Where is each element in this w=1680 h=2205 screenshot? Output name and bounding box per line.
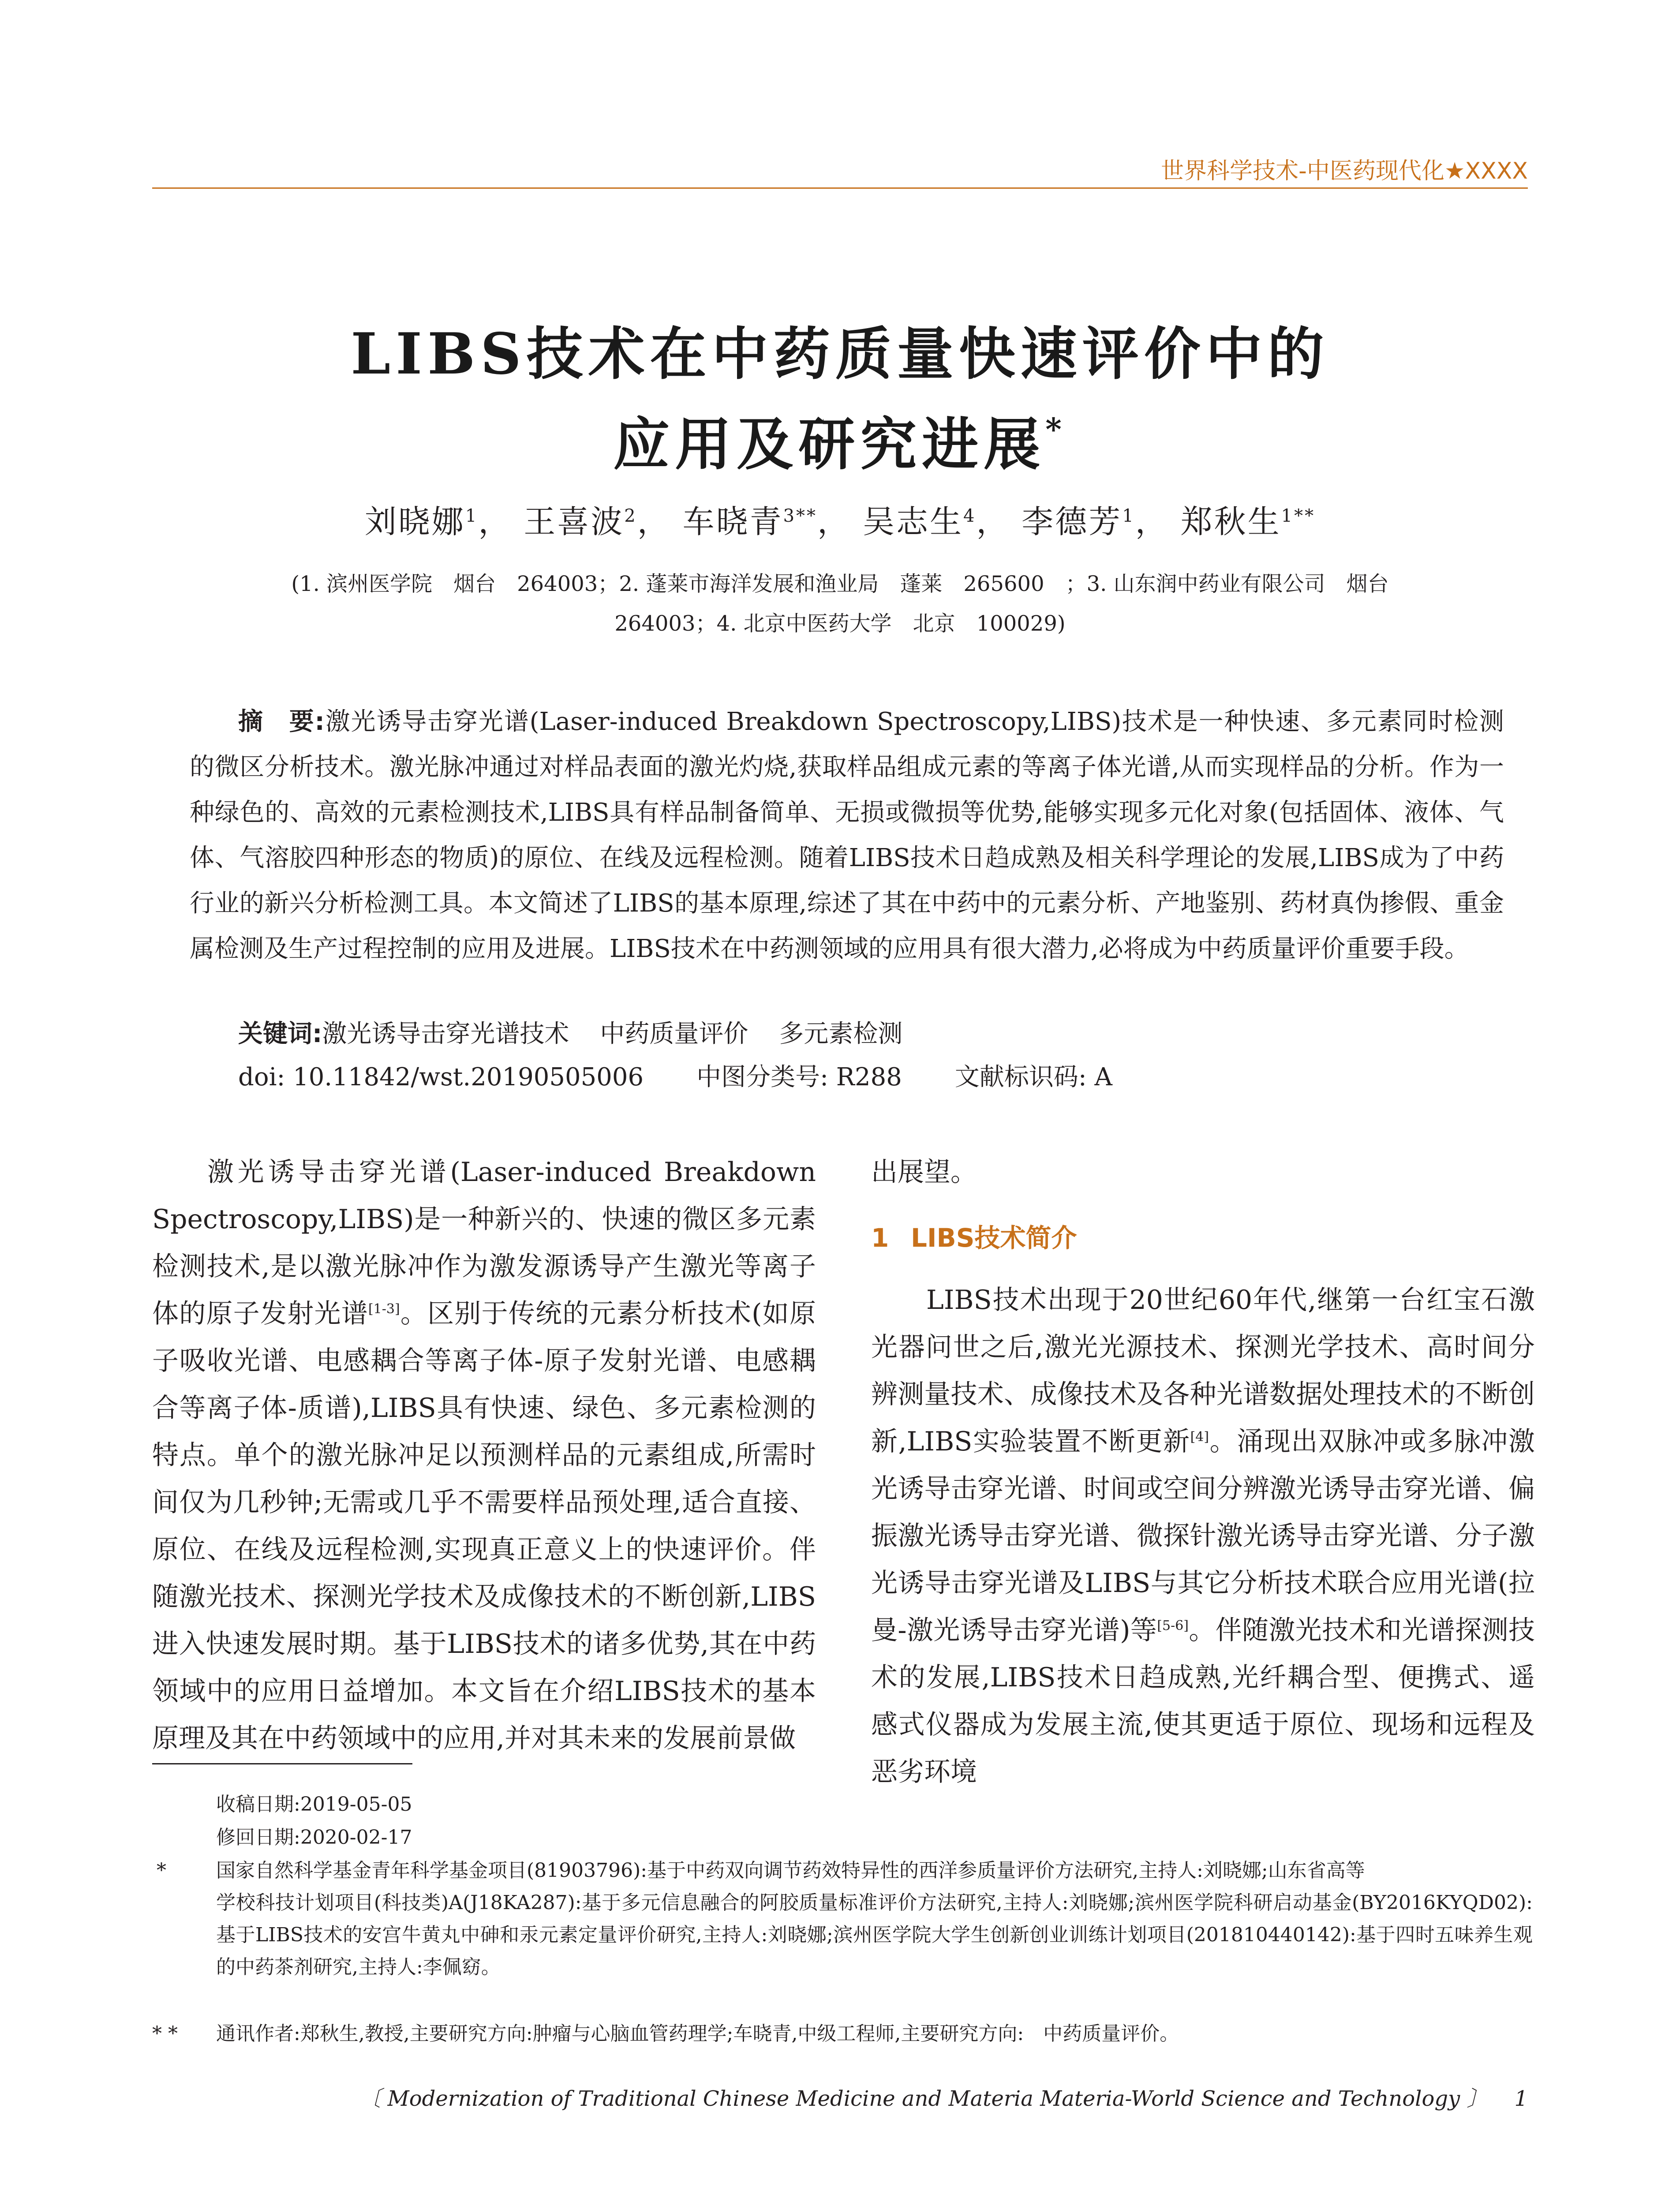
received-date: 收稿日期:2019-05-05 <box>216 1793 412 1816</box>
funding-note-continued: 学校科技计划项目(科技类)A(J18KA287):基于多元信息融合的阿胶质量标准评价方法研究,主持人:刘晓娜;滨州医学院科研启动基金(BY2016KYQD02):基于LIBS技术的安宫牛黄丸中砷和汞元素定量评价研究,主持人:刘晓娜;滨州医学院大学生创新创业训练计划项目(201810440142):基于四时五味养生观的中药茶剂研究,主持人:李佩窈。 <box>216 1891 1533 1978</box>
body-column-right <box>871 1277 1535 1796</box>
affiliations-line-1: (1. 滨州医学院 烟台 264003；2. 蓬莱市海洋发展和渔业局 蓬莱 265600 ；3. 山东润中药业有限公司 烟台 <box>291 572 1389 596</box>
clc-number: 中图分类号: R288 <box>696 1063 902 1091</box>
author-list: 刘晓娜$^1$， 王喜波$^2$， 车晓青$^{3**}$， 吴志生$^4$， 李德芳$^1$， 郑秋生$^{1**}$ <box>364 503 1316 540</box>
author-affiliation-mark: 1** <box>1281 506 1316 526</box>
author-name: 李德芳 <box>1021 503 1122 540</box>
author-name: 刘晓娜 <box>364 503 465 540</box>
keyword: 激光诱导击穿光谱技术 <box>322 1020 569 1048</box>
author-affiliation-mark: 4 <box>963 506 977 526</box>
author-affiliation-mark: 1 <box>1122 506 1135 526</box>
affiliations-line-2: 264003；4. 北京中医药大学 北京 100029) <box>614 611 1066 636</box>
corresponding-author-note: 通讯作者:郑秋生,教授,主要研究方向:肿瘤与心脑血管药理学;车晓青,中级工程师,主要研究方向: 中药质量评价。 <box>216 2022 1179 2045</box>
document-code: 文献标识码: A <box>954 1063 1112 1091</box>
journal-name: 〔 Modernization of Traditional Chinese Medicine and Materia Materia-World Science and Technology 〕 <box>359 2086 1488 2111</box>
doi: doi: 10.11842/wst.20190505006 <box>238 1063 644 1091</box>
running-footer <box>359 2082 1528 2112</box>
keyword: 多元素检测 <box>779 1020 903 1048</box>
page-number: 1 <box>1514 2086 1528 2111</box>
funding-note <box>216 1854 1533 1887</box>
section-number: 1 <box>871 1223 889 1253</box>
body-paragraph: 。伴随激光技术和光谱探测技术的发展,LIBS技术日趋成熟,光纤耦合型、便携式、遥感式仪器成为发展主流,使其更适于原位、现场和远程及恶劣环境 <box>871 1615 1535 1787</box>
citation: [4] <box>1190 1429 1209 1445</box>
revised-date: 修回日期:2020-02-17 <box>216 1826 412 1849</box>
abstract-label: 摘 要: <box>238 707 325 736</box>
author-affiliation-mark: 2 <box>624 506 637 526</box>
body-paragraph: LIBS技术出现于20世纪60年代,继第一台红宝石激光器问世之后,激光光源技术、探测光学技术、高时间分辨测量技术、成像技术及各种光谱数据处理技术的不断创新,LIBS实验装置不断更新 <box>871 1285 1535 1457</box>
keyword: 中药质量评价 <box>600 1020 748 1048</box>
author-name: 王喜波 <box>524 503 625 540</box>
body-paragraph: 。区别于传统的元素分析技术(如原子吸收光谱、电感耦合等离子体-原子发射光谱、电感耦合等离子体-质谱),LIBS具有快速、绿色、多元素检测的特点。单个的激光脉冲足以预测样品的元素组成,所需时间仅为几秒钟;无需或几乎不需要样品预处理,适合直接、原位、在线及远程检测,实现真正意义上的快速评价。伴随激光技术、探测光学技术及成像技术的不断创新,LIBS进入快速发展时期。基于LIBS技术的诸多优势,其在中药领域中的应用日益增加。本文旨在介绍LIBS技术的基本原理及其在中药领域中的应用,并对其未来的发展前景做 <box>152 1298 816 1754</box>
header-rule <box>152 187 1528 189</box>
author-name: 郑秋生 <box>1180 503 1281 540</box>
keywords-label: 关键词: <box>238 1020 322 1048</box>
citation: [5-6] <box>1157 1618 1189 1633</box>
body-column-right-continuation: 出展望。 <box>871 1157 977 1188</box>
paper-title-line-2 <box>0 399 1680 480</box>
paper-title-line-1: LIBS技术在中药质量快速评价中的 <box>351 321 1329 387</box>
citation: [1-3] <box>368 1301 400 1317</box>
author-affiliation-mark: 3** <box>783 506 818 526</box>
title-footnote-mark: * <box>1045 411 1067 448</box>
keywords <box>238 1014 902 1050</box>
body-column-left <box>152 1149 816 1762</box>
author-name: 车晓青 <box>682 503 783 540</box>
abstract-text: 激光诱导击穿光谱(Laser-induced Breakdown Spectroscopy,LIBS)技术是一种快速、多元素同时检测的微区分析技术。激光脉冲通过对样品表面的激光灼烧,获取样品组成元素的等离子体光谱,从而实现样品的分析。作为一种绿色的、高效的元素检测技术,LIBS具有样品制备简单、无损或微损等优势,能够实现多元化对象(包括固体、液体、气体、气溶胶四种形态的物质)的原位、在线及远程检测。随着LIBS技术日趋成熟及相关科学理论的发展,LIBS成为了中药行业的新兴分析检测工具。本文简述了LIBS的基本原理,综述了其在中药中的元素分析、产地鉴别、药材真伪掺假、重金属检测及生产过程控制的应用及进展。LIBS技术在中药测领域的应用具有很大潜力,必将成为中药质量评价重要手段。 <box>190 707 1504 963</box>
abstract <box>190 699 1504 972</box>
funding-mark: * <box>157 1859 166 1882</box>
author-affiliation-mark: 1 <box>465 506 479 526</box>
author-name: 吴志生 <box>862 503 963 540</box>
footnote-rule <box>152 1763 412 1764</box>
section-title: LIBS技术简介 <box>911 1223 1077 1253</box>
section-heading <box>871 1217 1077 1254</box>
funding-note-line-1: 国家自然科学基金青年科学基金项目(81903796):基于中药双向调节药效特异性的西洋参质量评价方法研究,主持人:刘晓娜;山东省高等 <box>216 1859 1365 1882</box>
article-meta <box>238 1058 1112 1093</box>
corresponding-mark: * * <box>152 2022 178 2045</box>
body-paragraph: 。涌现出双脉冲或多脉冲激光诱导击穿光谱、时间或空间分辨激光诱导击穿光谱、偏振激光诱导击穿光谱、微探针激光诱导击穿光谱、分子激光诱导击穿光谱及LIBS与其它分析技术联合应用光谱(拉曼-激光诱导击穿光谱)等 <box>871 1426 1535 1646</box>
running-header: 世界科学技术-中医药现代化★XXXX <box>1161 158 1528 184</box>
body-paragraph: 激光诱导击穿光谱(Laser-induced Breakdown Spectroscopy,LIBS)是一种新兴的、快速的微区多元素检测技术,是以激光脉冲作为激发源诱导产生激光等离子体的原子发射光谱 <box>152 1157 816 1329</box>
paper-title-line-2-text: 应用及研究进展 <box>613 411 1046 478</box>
